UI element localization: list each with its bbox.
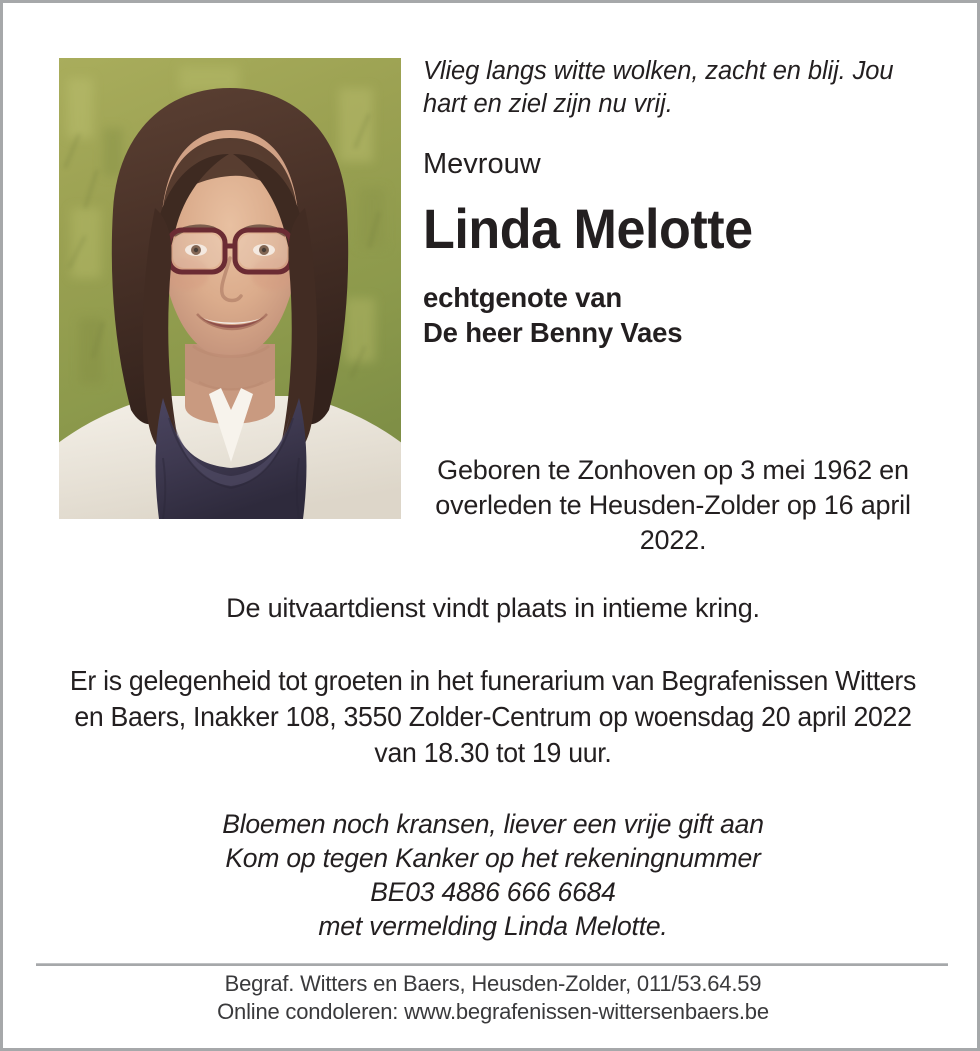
deceased-full-name: Linda Melotte [423, 197, 753, 260]
notice-inner [3, 3, 977, 1048]
birth-death-details: Geboren te Zonhoven op 3 mei 1962 en overleden te Heusden-Zolder op 16 april 2022. [435, 455, 911, 555]
funeral-home-footer [43, 970, 943, 1026]
salutation: Mevrouw [423, 148, 541, 180]
donation-line-2: Kom op tegen Kanker op het rekeningnummer [225, 843, 761, 873]
donation-request [43, 807, 943, 943]
memorial-verse: Vlieg langs witte wolken, zacht en blij. Jou hart en ziel zijn nu vrij. [423, 57, 894, 118]
footer-contact-line: Begraf. Witters en Baers, Heusden-Zolder, 011/53.64.59 [224, 971, 762, 996]
relation-label: echtgenote van [423, 282, 622, 313]
donation-line-1: Bloemen noch kransen, liever een vrije gift aan [222, 809, 764, 839]
portrait-photo [59, 58, 401, 519]
portrait-photo-image [59, 58, 401, 519]
spouse-name: De heer Benny Vaes [423, 317, 683, 348]
footer-website-line: Online condoleren: www.begrafenissen-wittersenbaers.be [217, 999, 769, 1024]
visitation-details: Er is gelegenheid tot groeten in het funerarium van Begrafenissen Witters en Baers, Inakker 108, 3550 Zolder-Centrum op woensdag 20 april 2022 van 18.30 tot 19 uur. [69, 665, 917, 768]
donation-line-4: met vermelding Linda Melotte. [318, 911, 668, 941]
header-text-column [423, 55, 933, 350]
footer-divider [36, 963, 948, 966]
spouse-relation [423, 280, 933, 350]
donation-iban: BE03 4886 666 6684 [370, 877, 616, 907]
service-statement: De uitvaartdienst vindt plaats in intieme kring. [226, 593, 760, 623]
